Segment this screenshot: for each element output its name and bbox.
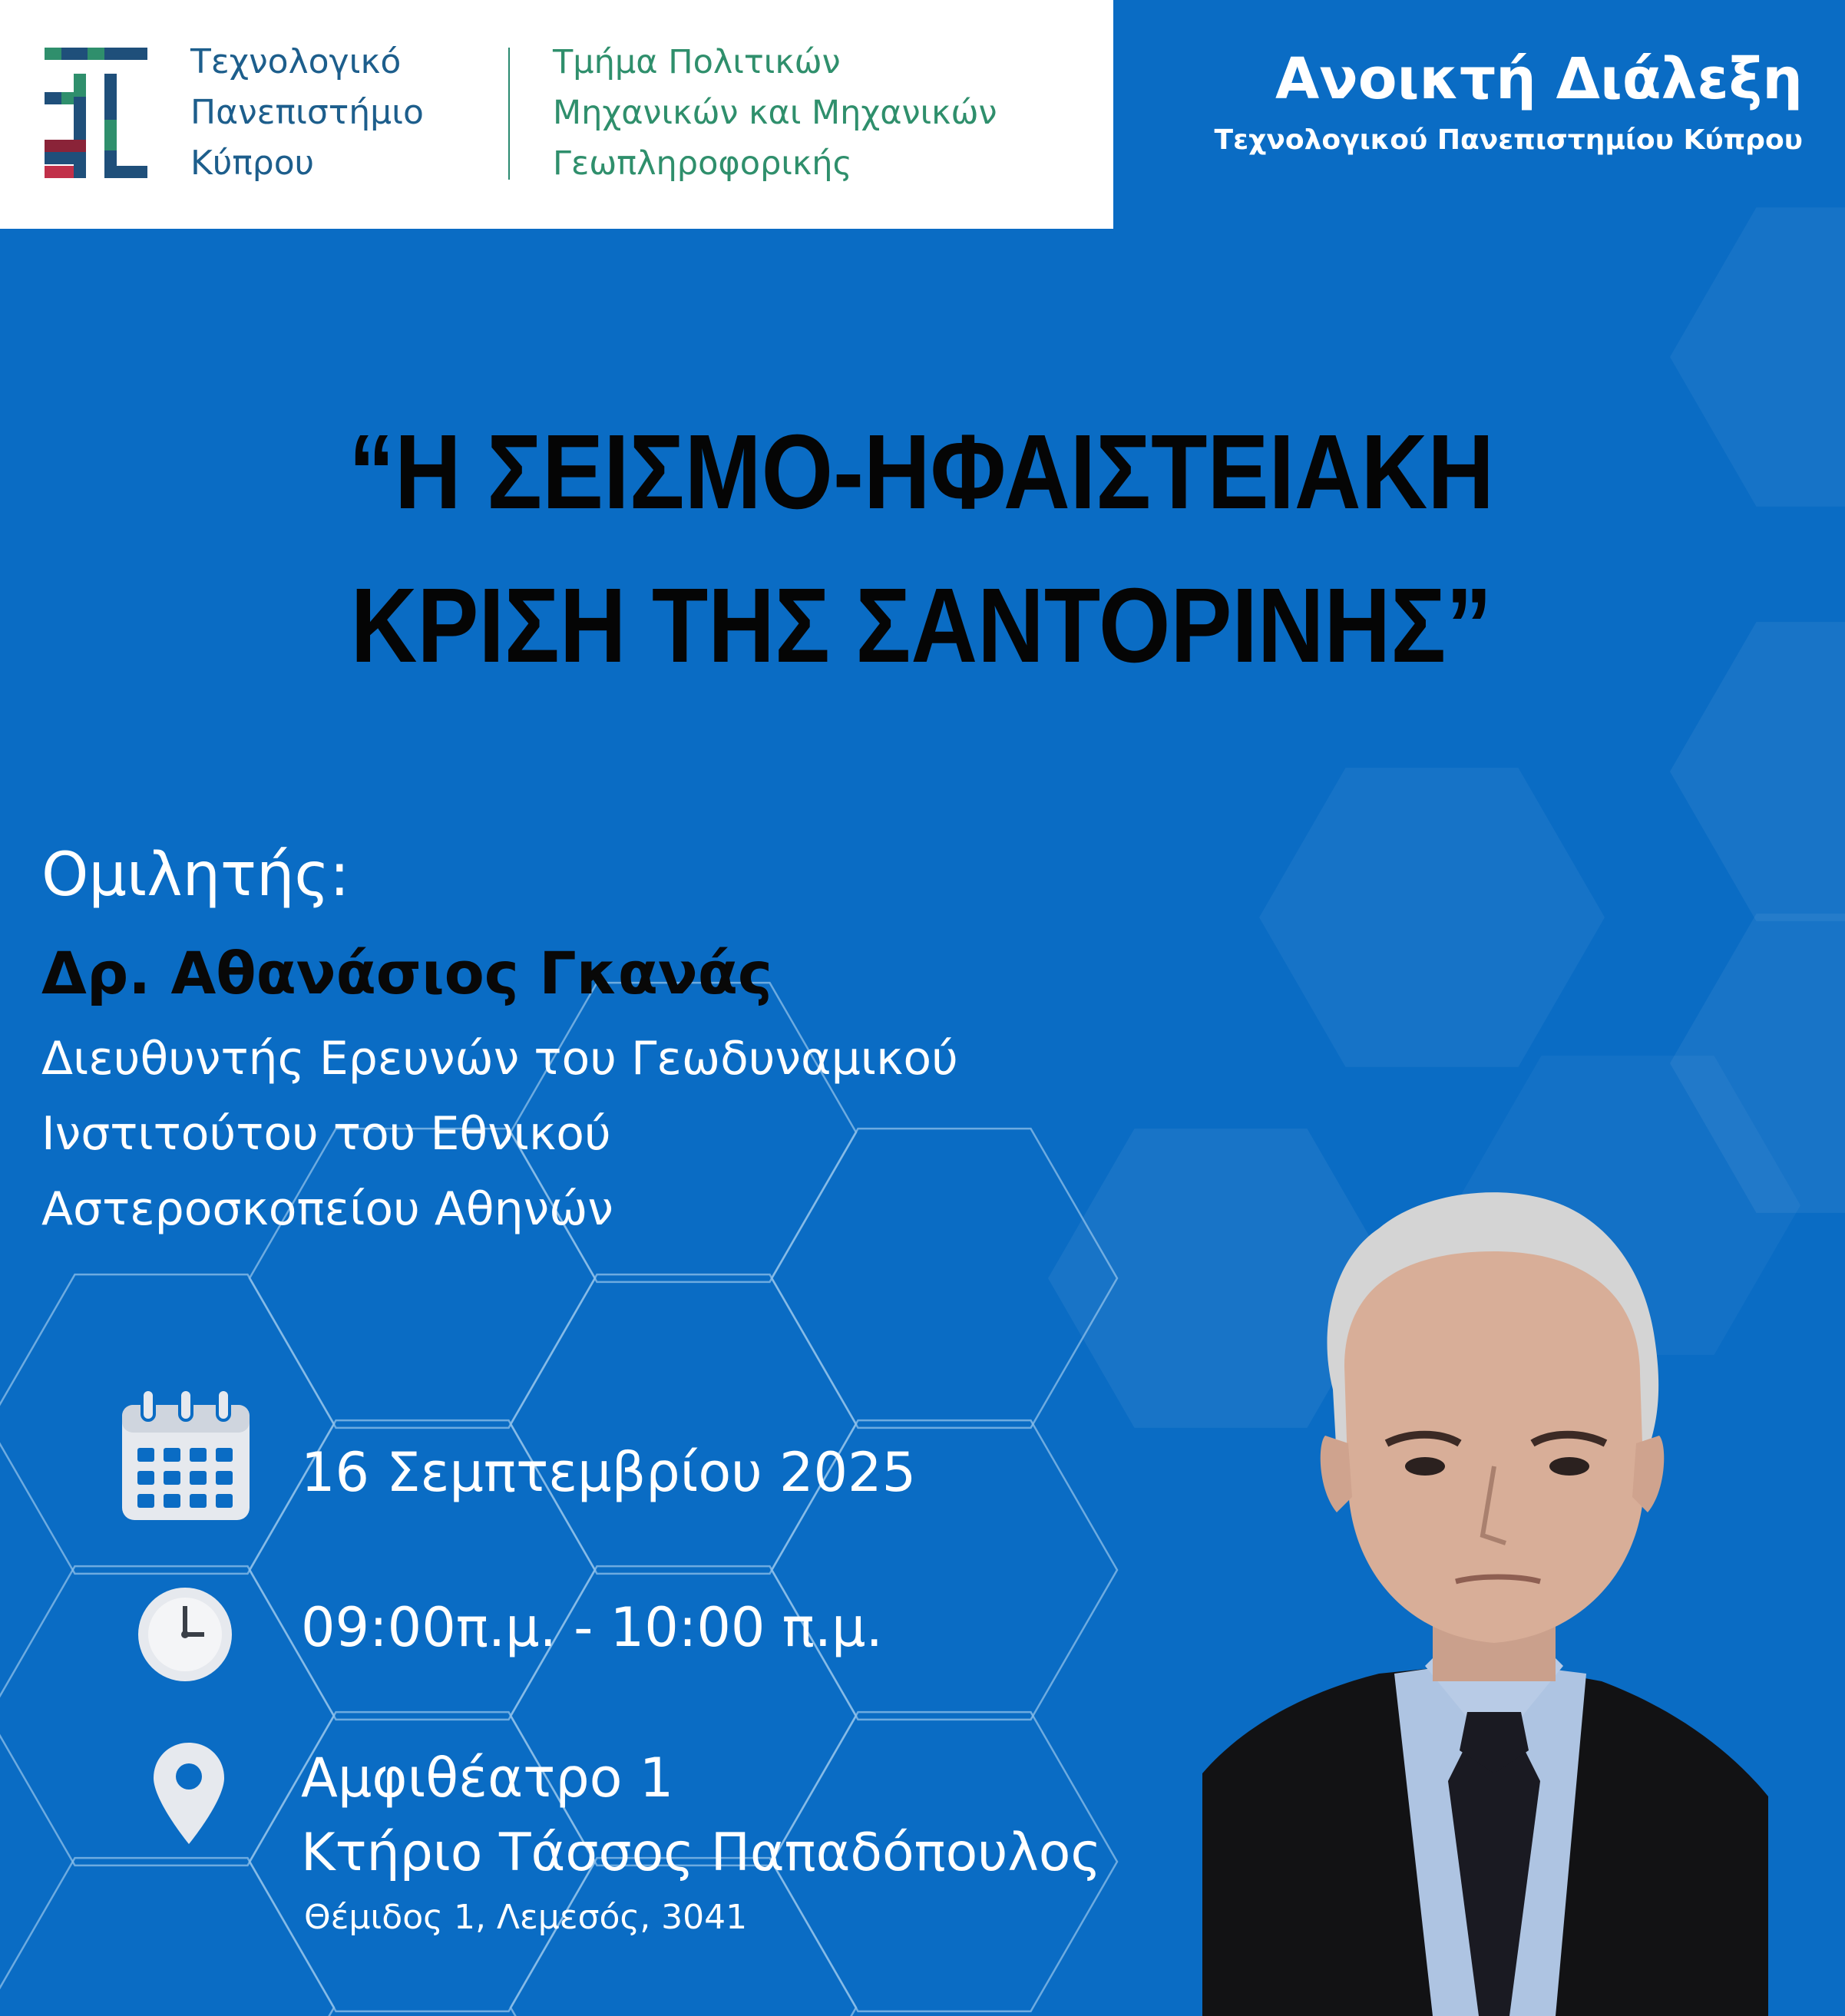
header-divider: [508, 48, 510, 180]
speaker-bio-line: Ινστιτούτου του Εθνικού: [41, 1107, 611, 1161]
calendar-cell: [216, 1448, 233, 1462]
hexagon-outline: [511, 1274, 856, 1574]
university-name: [190, 37, 498, 189]
speaker-label: Ομιλητής:: [41, 841, 350, 910]
calendar-cell: [164, 1471, 180, 1485]
venue-building: Κτήριο Τάσσος Παπαδόπουλος: [301, 1823, 1102, 1883]
lecture-label: Ανοικτή Διάλεξη: [1275, 46, 1803, 112]
calendar-cell: [190, 1494, 207, 1508]
venue-address: Θέμιδος 1, Λεμεσός, 3041: [304, 1898, 748, 1937]
venue-name: Αμφιθέατρο 1: [301, 1747, 674, 1809]
hexagon-outline: [0, 1858, 334, 2016]
calendar-cell: [164, 1448, 180, 1462]
calendar-cell: [164, 1494, 180, 1508]
speaker-name: Δρ. Αθανάσιος Γκανάς: [41, 939, 772, 1007]
lecture-title-line: “Η ΣΕΙΣΜΟ-ΗΦΑΙΣΤΕΙΑΚΗ: [348, 413, 1495, 531]
speaker-bio-line: Αστεροσκοπείου Αθηνών: [41, 1182, 613, 1236]
department-name: [553, 37, 1106, 189]
speaker-bio-line: Διευθυντής Ερευνών του Γεωδυναμικού: [41, 1032, 958, 1086]
calendar-icon: [119, 1388, 253, 1523]
university-name-line: Τεχνολογικό: [190, 42, 402, 81]
calendar-cell: [216, 1494, 233, 1508]
speaker-photo: [1202, 1136, 1768, 2016]
university-name-line: Πανεπιστήμιο: [190, 93, 424, 132]
university-name-line: Κύπρου: [190, 144, 315, 183]
calendar-cell: [137, 1448, 154, 1462]
department-name-line: Τμήμα Πολιτικών: [553, 43, 841, 81]
department-name-line: Γεωπληροφορικής: [553, 144, 852, 183]
event-date: 16 Σεμπτεμβρίου 2025: [301, 1441, 917, 1504]
calendar-cell: [137, 1494, 154, 1508]
lecture-title: [115, 395, 1728, 702]
event-time: 09:00π.μ. - 10:00 π.μ.: [301, 1596, 883, 1659]
university-logo-icon: [45, 48, 147, 178]
lecture-sublabel: Τεχνολογικού Πανεπιστημίου Κύπρου: [1214, 124, 1803, 156]
speaker-bio: [41, 1021, 958, 1247]
department-name-line: Μηχανικών και Μηχανικών: [553, 94, 997, 132]
calendar-cell: [137, 1471, 154, 1485]
calendar-cell: [190, 1448, 207, 1462]
location-pin-icon: [152, 1741, 226, 1846]
hexagon-shade: [1259, 768, 1605, 1067]
clock-icon: [137, 1586, 233, 1683]
header-bar: [0, 0, 1113, 229]
calendar-cell: [190, 1471, 207, 1485]
lecture-title-line: ΚΡΙΣΗ ΤΗΣ ΣΑΝΤΟΡΙΝΗΣ”: [350, 567, 1493, 685]
calendar-cell: [216, 1471, 233, 1485]
